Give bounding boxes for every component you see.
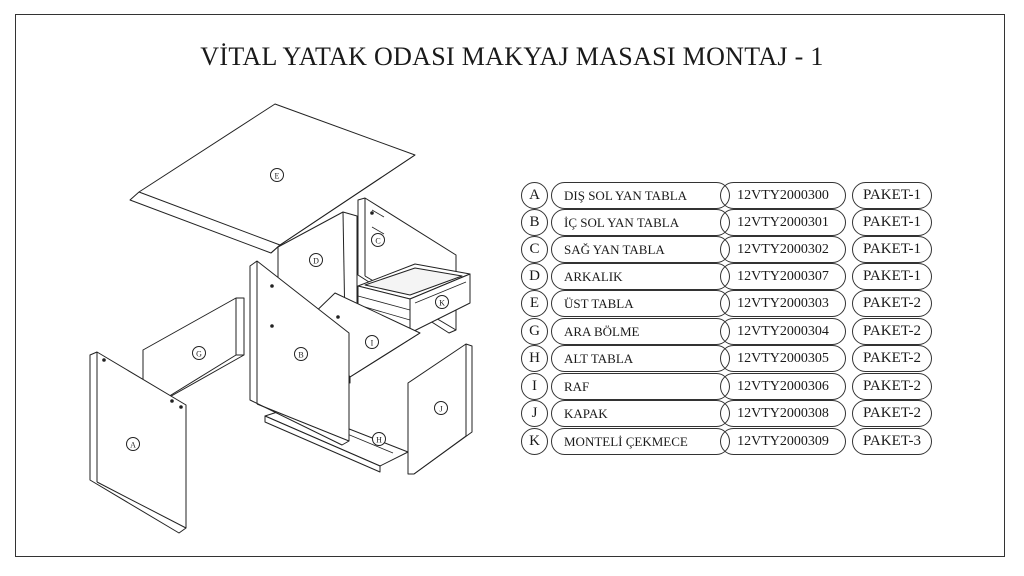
label-c [372,234,385,247]
label-h [373,433,386,446]
part-name: RAF [551,373,730,400]
label-b [295,348,308,361]
part-package: PAKET-1 [852,236,932,263]
part-code: 12VTY2000309 [720,428,846,455]
part-package: PAKET-3 [852,428,932,455]
part-name: SAĞ YAN TABLA [551,236,730,263]
part-code: 12VTY2000308 [720,400,846,427]
svg-text:C: C [375,236,381,246]
svg-text:D: D [313,256,319,266]
label-a [127,438,140,451]
part-name: DIŞ SOL YAN TABLA [551,182,730,209]
svg-text:G: G [196,349,202,359]
part-name: ALT TABLA [551,345,730,372]
svg-text:A: A [130,440,136,450]
svg-text:E: E [274,171,280,181]
part-code: 12VTY2000306 [720,373,846,400]
part-letter: H [521,345,548,372]
part-letter: B [521,209,548,236]
label-i [366,336,379,349]
part-package: PAKET-2 [852,345,932,372]
part-package: PAKET-2 [852,318,932,345]
label-j [435,402,448,415]
part-code: 12VTY2000301 [720,209,846,236]
part-code: 12VTY2000302 [720,236,846,263]
part-code: 12VTY2000303 [720,290,846,317]
part-letter: D [521,263,548,290]
part-letter: A [521,182,548,209]
part-letter: G [521,318,548,345]
label-d [310,254,323,267]
part-package: PAKET-2 [852,373,932,400]
part-name: MONTELİ ÇEKMECE [551,428,730,455]
part-code: 12VTY2000304 [720,318,846,345]
part-code: 12VTY2000305 [720,345,846,372]
part-letter: E [521,290,548,317]
part-package: PAKET-2 [852,400,932,427]
part-name: KAPAK [551,400,730,427]
label-g [193,347,206,360]
part-name: İÇ SOL YAN TABLA [551,209,730,236]
page-title: VİTAL YATAK ODASI MAKYAJ MASASI MONTAJ - 1 [200,42,824,71]
part-package: PAKET-2 [852,290,932,317]
label-k [436,296,449,309]
part-code: 12VTY2000300 [720,182,846,209]
svg-text:B: B [298,350,304,360]
part-package: PAKET-1 [852,209,932,236]
part-package: PAKET-1 [852,263,932,290]
part-code: 12VTY2000307 [720,263,846,290]
part-letter: I [521,373,548,400]
part-letter: C [521,236,548,263]
part-letter: K [521,428,548,455]
part-name: ÜST TABLA [551,290,730,317]
svg-text:H: H [376,435,382,445]
part-name: ARKALIK [551,263,730,290]
svg-text:K: K [439,298,445,308]
part-name: ARA BÖLME [551,318,730,345]
part-letter: J [521,400,548,427]
svg-text:J: J [439,404,443,414]
svg-text:I: I [370,338,374,348]
part-package: PAKET-1 [852,182,932,209]
label-e [271,169,284,182]
